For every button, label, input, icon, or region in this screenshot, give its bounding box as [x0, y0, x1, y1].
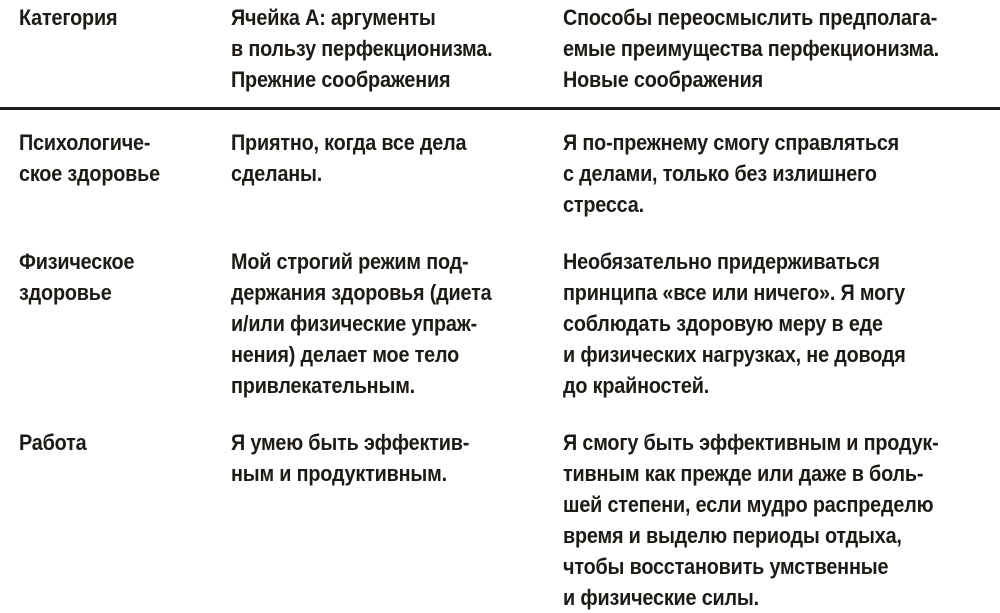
- row-new-consideration: Я смогу быть эффективным и продук- тивным как прежде или даже в боль- шей степени, если мудро распределю время и выделю периоды отдыха, чтобы восстановить умственные и физические силы.: [563, 430, 939, 610]
- row-old-consideration: Приятно, когда все дела сделаны.: [231, 130, 467, 186]
- row-category: Психологиче- ское здоровье: [19, 130, 160, 186]
- header-old-considerations: Ячейка А: аргументы в пользу перфекционизма. Прежние соображения: [231, 5, 493, 92]
- row-new-consideration: Я по-прежнему смогу справляться с делами, только без излишнего стресса.: [563, 130, 900, 217]
- row-category: Физическое здоровье: [19, 249, 135, 305]
- header-category: Категория: [19, 5, 118, 30]
- row-old-consideration: Мой строгий режим под- держания здоровья (диета и/или физические упраж- нения) делает мое тело привлекательным.: [231, 249, 492, 398]
- row-new-consideration: Необязательно придерживаться принципа «все или ничего». Я могу соблюдать здоровую меру в еде и физических нагрузках, не доводя до крайностей.: [563, 249, 906, 398]
- row-old-consideration: Я умею быть эффектив- ным и продуктивным.: [231, 430, 470, 486]
- row-category: Работа: [19, 430, 87, 455]
- header-new-considerations: Способы переосмыслить предполага- емые преимущества перфекционизма. Новые соображения: [563, 5, 939, 92]
- header-divider: [0, 107, 1000, 110]
